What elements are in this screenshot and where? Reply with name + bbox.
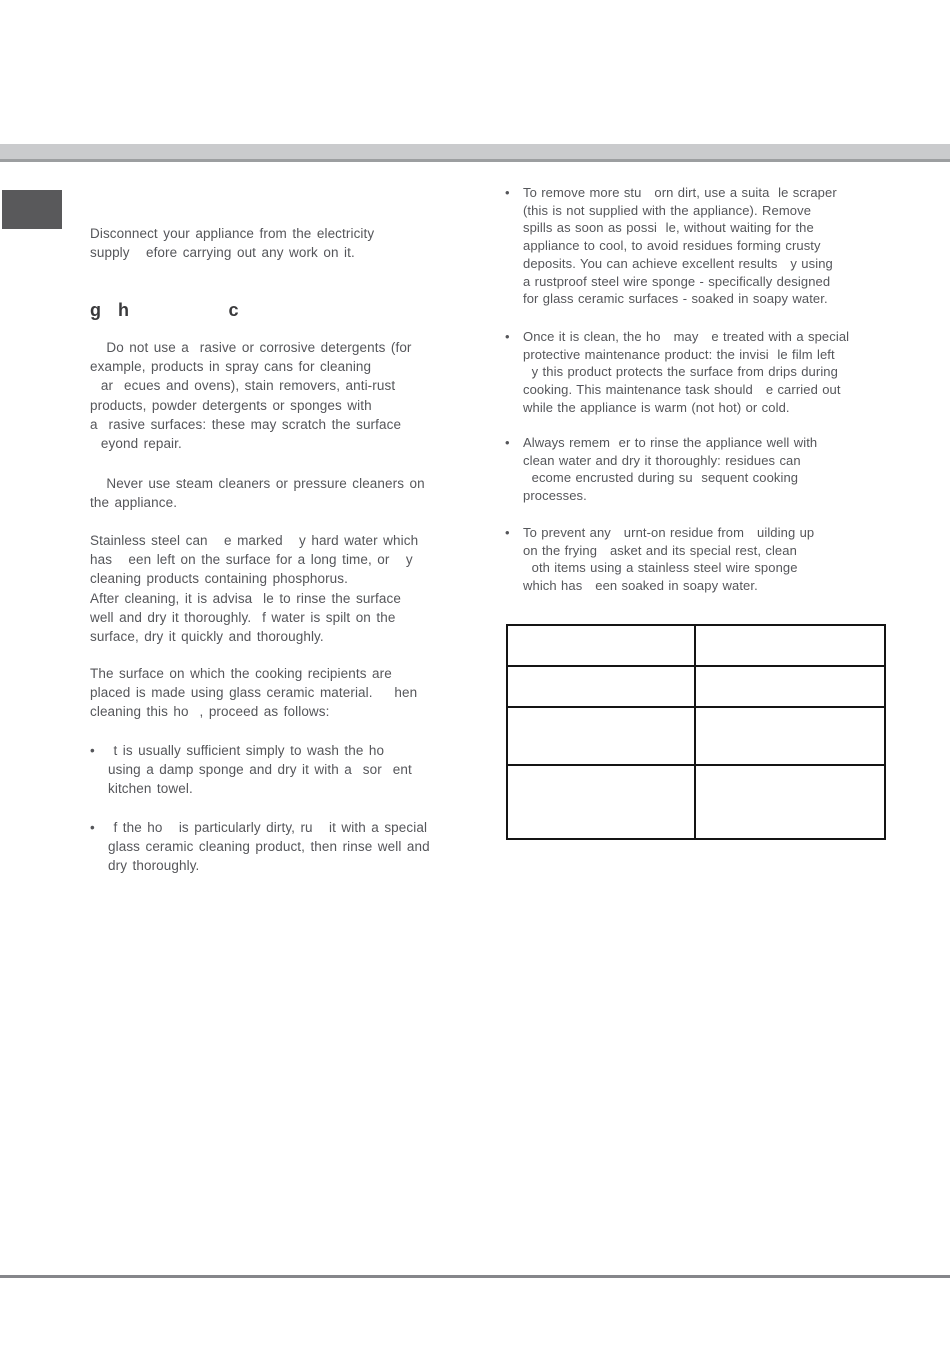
intro-paragraph <box>90 224 374 262</box>
left-column <box>90 0 472 1356</box>
bullet-dot-icon: • <box>90 820 95 835</box>
table-cell <box>695 625 885 666</box>
text-line: well and dry it thoroughly. f water is spilt on the <box>90 609 396 625</box>
table-cell <box>695 765 885 839</box>
text-line: eyond repair. <box>90 436 182 452</box>
bullet-dot-icon: • <box>505 185 510 200</box>
text-line: while the appliance is warm (not hot) or cold. <box>523 399 790 415</box>
text-line: Stainless steel can e marked y hard water which <box>90 533 419 548</box>
table-cell <box>507 707 695 765</box>
text-line: clean water and dry it thoroughly: residues can <box>523 452 801 468</box>
text-line: (this is not supplied with the appliance). Remove <box>523 202 812 218</box>
bullet-burnt-residue <box>505 524 814 595</box>
table-row <box>507 765 885 839</box>
text-line: cooking. This maintenance task should e carried out <box>523 382 841 398</box>
text-line: which has een soaked in soapy water. <box>523 578 758 594</box>
text-line: spills as soon as possi le, without waiting for the <box>523 220 814 236</box>
table-row <box>507 707 885 765</box>
text-line: products, powder detergents or sponges with <box>90 397 372 413</box>
table-row <box>507 625 885 666</box>
bullet-text <box>523 434 817 505</box>
text-line: y this product protects the surface from drips during <box>523 364 838 380</box>
bullet-text <box>523 184 837 308</box>
text-line: deposits. You can achieve excellent results y using <box>523 255 833 271</box>
bullet-dirty-hob <box>90 818 430 876</box>
bullet-protective-product <box>505 328 849 417</box>
text-line: a rasive surfaces: these may scratch the surface <box>90 416 402 432</box>
text-line: glass ceramic cleaning product, then rinse well and <box>108 839 430 855</box>
table-cell <box>507 625 695 666</box>
text-line: ecome encrusted during su sequent cooking <box>523 470 799 486</box>
chapter-marker-box <box>2 190 62 229</box>
text-line: cleaning products containing phosphorus. <box>90 571 348 587</box>
text-line: has een left on the surface for a long time, or y <box>90 552 413 568</box>
text-line: To prevent any urnt-on residue from uilding up <box>523 525 815 540</box>
text-line: surface, dry it quickly and thoroughly. <box>90 629 324 645</box>
text-line: After cleaning, it is advisa le to rinse the surface <box>90 590 401 606</box>
text-line: dry thoroughly. <box>108 858 200 874</box>
detergents-paragraph <box>90 338 412 453</box>
bullet-stubborn-dirt <box>505 184 837 308</box>
text-line: using a damp sponge and dry it with a sor ent <box>108 762 412 778</box>
text-line: Always remem er to rinse the appliance well with <box>523 435 818 450</box>
table-cell <box>695 666 885 707</box>
text-line: cleaning this ho , proceed as follows: <box>90 704 330 720</box>
text-line: for glass ceramic surfaces - soaked in soapy water. <box>523 291 828 307</box>
text-line: The surface on which the cooking recipients are <box>90 666 392 681</box>
text-line: on the frying asket and its special rest, clean <box>523 542 797 558</box>
text-line: kitchen towel. <box>108 781 193 797</box>
bullet-dot-icon: • <box>505 329 510 344</box>
text-line: Do not use a rasive or corrosive detergents (for <box>90 340 412 355</box>
text-line: f the ho is particularly dirty, ru it with a special <box>108 820 428 835</box>
text-line: ar ecues and ovens), stain removers, anti-rust <box>90 378 396 394</box>
bullet-dot-icon: • <box>90 743 95 758</box>
text-line: oth items using a stainless steel wire sponge <box>523 560 798 576</box>
text-line: supply efore carrying out any work on it. <box>90 245 355 261</box>
text-line: Disconnect your appliance from the electricity <box>90 226 375 241</box>
bullet-wash-hob <box>90 741 412 799</box>
bullet-text <box>108 741 412 799</box>
glass-ceramic-paragraph <box>90 664 417 722</box>
section-heading: g h c <box>90 300 240 320</box>
text-line: the appliance. <box>90 495 178 511</box>
table-row <box>507 666 885 707</box>
bullet-rinse-appliance <box>505 434 817 505</box>
text-line: example, products in spray cans for cleaning <box>90 359 372 375</box>
empty-table <box>506 624 886 840</box>
steam-cleaners-paragraph <box>90 474 425 512</box>
text-line: Once it is clean, the ho may e treated with a special <box>523 329 850 344</box>
bullet-text <box>523 328 849 417</box>
right-column <box>505 0 893 1356</box>
stainless-steel-paragraph <box>90 531 418 646</box>
footer-rule <box>0 1275 950 1278</box>
text-line: To remove more stu orn dirt, use a suita le scraper <box>523 185 837 200</box>
text-line: placed is made using glass ceramic material. hen <box>90 685 418 701</box>
text-line: t is usually sufficient simply to wash the ho <box>108 743 385 758</box>
text-line: appliance to cool, to avoid residues forming crusty <box>523 238 821 254</box>
table-cell <box>695 707 885 765</box>
text-line: Never use steam cleaners or pressure cleaners on <box>90 476 425 491</box>
table-cell <box>507 666 695 707</box>
bullet-dot-icon: • <box>505 435 510 450</box>
bullet-text <box>523 524 814 595</box>
text-line: processes. <box>523 488 587 504</box>
bullet-dot-icon: • <box>505 525 510 540</box>
bullet-text <box>108 818 430 876</box>
table-cell <box>507 765 695 839</box>
text-line: protective maintenance product: the invisi le film left <box>523 346 835 362</box>
text-line: a rustproof steel wire sponge - specifically designed <box>523 273 831 289</box>
